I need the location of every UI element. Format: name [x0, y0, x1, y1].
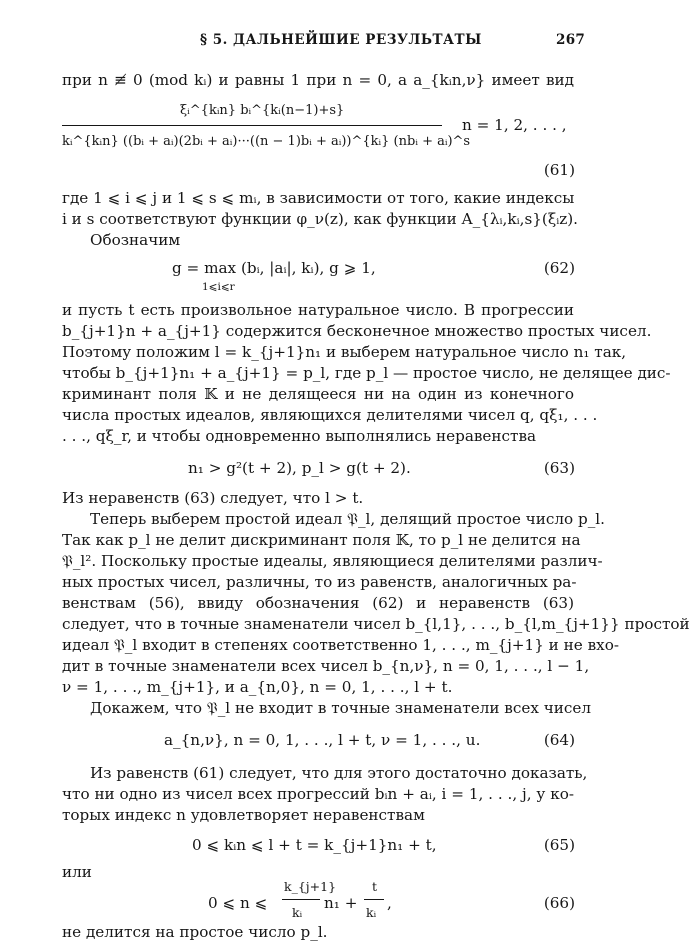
eq62-formula: g = max (bᵢ, |aᵢ|, kᵢ), g ⩾ 1,	[172, 259, 376, 277]
text-line: криминант поля 𝕂 и не делящееся ни на один из конечного	[62, 385, 574, 403]
text-line: i и s соответствуют функции φ_ν(z), как функции A_{λᵢ,kᵢ,s}(ξᵢz).	[62, 210, 579, 228]
eq61-condition: n = 1, 2, . . . ,	[462, 116, 567, 134]
eq62-number: (62)	[543, 259, 575, 277]
eq61-fraction-bar	[62, 125, 442, 126]
eq66-frac2-bar	[364, 899, 384, 900]
eq64-formula: a_{n,ν}, n = 0, 1, . . ., l + t, ν = 1, . . ., u.	[164, 731, 481, 749]
text-line: ν = 1, . . ., m_{j+1}, и a_{n,0}, n = 0, 1, . . ., l + t.	[62, 678, 453, 696]
text-line: Поэтому положим l = k_{j+1}n₁ и выберем натуральное число n₁ так,	[62, 343, 627, 361]
text-line: Так как p_l не делит дискриминант поля 𝕂, то p_l не делится на	[62, 531, 581, 549]
text-line: Обозначим	[90, 231, 181, 249]
eq66-number: (66)	[543, 894, 575, 912]
eq66-frac2-numerator: t	[372, 879, 378, 894]
eq63-formula: n₁ > g²(t + 2), p_l > g(t + 2).	[188, 459, 411, 477]
text-line: при n ≢ 0 (mod kᵢ) и равны 1 при n = 0, а a_{kᵢn,ν} имеет вид	[62, 71, 574, 89]
eq66-frac1-numerator: k_{j+1}	[284, 879, 337, 894]
eq66-frac2-denominator: kᵢ	[366, 905, 377, 920]
eq65-formula: 0 ⩽ kᵢn ⩽ l + t = k_{j+1}n₁ + t,	[192, 836, 437, 854]
text-line: или	[62, 863, 92, 881]
eq61-number: (61)	[543, 161, 575, 179]
text-line: числа простых идеалов, являющихся делителями чисел q, qξ₁, . . .	[62, 406, 598, 424]
eq63-number: (63)	[543, 459, 575, 477]
eq61-denominator: kᵢ^{kᵢn} ((bᵢ + aᵢ)(2bᵢ + aᵢ)···((n − 1)bᵢ + aᵢ))^{kᵢ} (nbᵢ + aᵢ)^s	[62, 134, 471, 149]
text-line: что ни одно из чисел всех прогрессий bᵢn + aᵢ, i = 1, . . ., j, у ко-	[62, 785, 574, 803]
eq66-frac1-bar	[282, 899, 320, 900]
eq64-number: (64)	[543, 731, 575, 749]
text-line: Из неравенств (63) следует, что l > t.	[62, 489, 364, 507]
text-line: . . ., qξ_r, и чтобы одновременно выполнялись неравенства	[62, 427, 537, 445]
text-line: идеал 𝔓_l входит в степенях соответственно 1, . . ., m_{j+1} и не вхо-	[62, 636, 619, 654]
eq66-middle: n₁ +	[324, 894, 358, 912]
text-line: торых индекс n удовлетворяет неравенствам	[62, 806, 425, 824]
eq65-number: (65)	[543, 836, 575, 854]
text-line: чтобы b_{j+1}n₁ + a_{j+1} = p_l, где p_l — простое число, не делящее дис-	[62, 364, 671, 382]
eq66-frac1-denominator: kᵢ	[292, 905, 303, 920]
page-number: 267	[556, 32, 586, 48]
text-line: Теперь выберем простой идеал 𝔓_l, делящий простое число p_l.	[90, 510, 605, 528]
text-line: Из равенств (61) следует, что для этого достаточно доказать,	[90, 764, 588, 782]
text-line: и пусть t есть произвольное натуральное число. В прогрессии	[62, 301, 574, 319]
text-line: не делится на простое число p_l.	[62, 923, 328, 941]
eq66-tail: ,	[387, 894, 392, 912]
text-line: где 1 ⩽ i ⩽ j и 1 ⩽ s ⩽ mᵢ, в зависимости от того, какие индексы	[62, 189, 575, 207]
text-line: дит в точные знаменатели всех чисел b_{n,ν}, n = 0, 1, . . ., l − 1,	[62, 657, 590, 675]
text-line: следует, что в точные знаменатели чисел b_{l,1}, . . ., b_{l,m_{j+1}} простой	[62, 615, 690, 633]
eq66-left: 0 ⩽ n ⩽	[208, 894, 268, 912]
text-line: ных простых чисел, различны, то из равенств, аналогичных ра-	[62, 573, 577, 591]
text-line: Докажем, что 𝔓_l не входит в точные знаменатели всех чисел	[90, 699, 592, 717]
eq62-max-subscript: 1⩽i⩽r	[202, 281, 235, 293]
running-header-title: § 5. ДАЛЬНЕЙШИЕ РЕЗУЛЬТАТЫ	[200, 32, 482, 48]
eq61-numerator: ξᵢ^{kᵢn} bᵢ^{kᵢ(n−1)+s}	[180, 103, 345, 118]
text-line: b_{j+1}n + a_{j+1} содержится бесконечное множество простых чисел.	[62, 322, 652, 340]
text-line: венствам (56), ввиду обозначения (62) и неравенств (63)	[62, 594, 574, 612]
text-line: 𝔓_l². Поскольку простые идеалы, являющиеся делителями различ-	[62, 552, 603, 570]
